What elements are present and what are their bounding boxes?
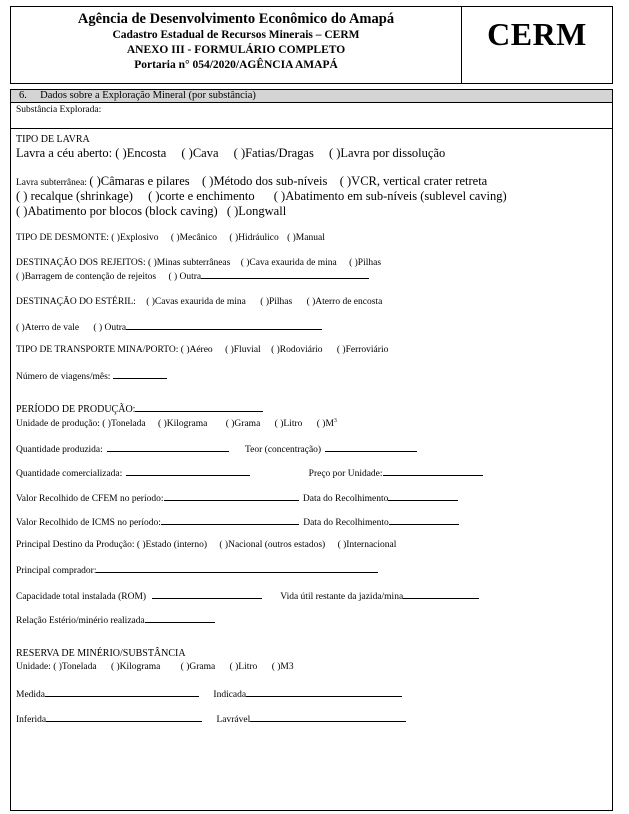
quantity-produced-label: Quantidade produzida: <box>16 445 103 455</box>
production-unit-row <box>16 415 611 430</box>
indicated-label: Indicada <box>213 690 247 700</box>
unit-grama-option[interactable]: ( )Grama <box>225 419 261 430</box>
waste-pilhas-option[interactable]: ( )Pilhas <box>260 297 293 307</box>
waste-outra-option[interactable]: ( ) Outra <box>93 323 127 333</box>
mine-life-line[interactable] <box>403 589 479 599</box>
reserve-m3-option[interactable]: ( )M3 <box>271 662 294 672</box>
reserve-heading: RESERVA DE MINÉRIO/SUBSTÂNCIA <box>16 648 186 659</box>
tailings-minas-option[interactable]: DESTINAÇÃO DOS REJEITOS: ( )Minas subterrâneas <box>16 258 231 268</box>
quantity-sold-label: Quantidade comercializada: <box>16 469 123 479</box>
icms-row <box>16 515 611 529</box>
destination-estado-option[interactable]: Principal Destino da Produção: ( )Estado (interno) <box>16 540 208 550</box>
open-pit-row <box>16 147 611 159</box>
underground-row-2 <box>16 190 611 202</box>
mining-type-heading: TIPO DE LAVRA <box>16 134 90 145</box>
icms-label: Valor Recolhido de ICMS no período: <box>16 518 161 528</box>
icms-date-line[interactable] <box>389 515 459 525</box>
tailings-barragem-option[interactable]: ( )Barragem de contenção de rejeitos <box>16 272 157 282</box>
ratio-label: Relação Estério/minério realizada <box>16 616 145 626</box>
waste-encosta-option[interactable]: ( )Aterro de encosta <box>306 297 383 307</box>
unit-kilograma-option[interactable]: ( )Kilograma <box>158 419 208 430</box>
measured-label: Medida <box>16 690 46 700</box>
inferred-row <box>16 712 611 726</box>
cfem-line[interactable] <box>164 491 299 501</box>
blasting-row <box>16 232 611 244</box>
tailings-row-2 <box>16 269 611 283</box>
transport-rodoviario-option[interactable]: ( )Rodoviário <box>271 345 323 355</box>
waste-cavas-option[interactable]: ( )Cavas exaurida de mina <box>146 297 246 307</box>
blasting-mecanico-option[interactable]: ( )Mecânico <box>170 233 218 243</box>
cfem-date-line[interactable] <box>388 491 458 501</box>
section-number: 6. <box>19 90 27 101</box>
underground-corte-option[interactable]: ( )corte e enchimento <box>148 189 255 203</box>
substance-field[interactable] <box>16 104 611 116</box>
quantity-sold-row <box>16 466 611 480</box>
mine-life-label: Vida útil restante da jazida/mina <box>280 592 404 602</box>
grade-label: Teor (concentração) <box>245 445 322 455</box>
underground-row-1 <box>16 175 611 189</box>
tailings-row-1 <box>16 257 611 269</box>
blasting-hidraulico-option[interactable]: ( )Hidráulico <box>229 233 279 243</box>
buyer-label: Principal comprador: <box>16 566 97 576</box>
open-pit-cava-option[interactable]: ( )Cava <box>181 146 219 160</box>
tailings-outra-option[interactable]: ( ) Outra <box>168 272 202 282</box>
buyer-row <box>16 563 611 577</box>
substance-label: Substância Explorada: <box>16 105 102 115</box>
reserve-kilograma-option[interactable]: ( )Kilograma <box>110 662 161 672</box>
production-period-line[interactable] <box>135 402 263 412</box>
trips-label: Número de viagens/mês: <box>16 372 111 382</box>
transport-ferroviario-option[interactable]: ( )Ferroviário <box>336 345 389 355</box>
underground-label: Lavra subterrânea: <box>16 178 87 188</box>
mineable-label: Lavrável <box>216 715 251 725</box>
underground-camaras-option[interactable]: ( )Câmaras e pilares <box>89 174 190 188</box>
section-header <box>10 89 613 103</box>
underground-metodo-option[interactable]: ( )Método dos sub-níveis <box>202 174 328 188</box>
underground-row-3 <box>16 205 611 217</box>
waste-outra-line[interactable] <box>126 320 322 330</box>
unit-price-line[interactable] <box>383 466 483 476</box>
reserve-unit-row <box>16 661 611 673</box>
cerm-logo-box <box>461 6 613 84</box>
section-title: Dados sobre a Exploração Mineral (por substância) <box>40 90 256 101</box>
unit-price-label: Preço por Unidade: <box>308 469 383 479</box>
blasting-explosivo-option[interactable]: TIPO DE DESMONTE: ( )Explosivo <box>16 233 159 243</box>
inferred-line[interactable] <box>46 712 202 722</box>
transport-row <box>16 344 611 356</box>
agency-title: Agência de Desenvolvimento Econômico do Amapá <box>77 11 395 27</box>
icms-line[interactable] <box>161 515 299 525</box>
capacity-label: Capacidade total instalada (ROM) <box>16 592 147 602</box>
underground-longwall-option[interactable]: ( )Longwall <box>226 204 287 218</box>
tailings-outra-line[interactable] <box>201 269 369 279</box>
quantity-produced-line[interactable] <box>107 442 229 452</box>
measured-line[interactable] <box>45 687 199 697</box>
destination-row <box>16 539 611 551</box>
unit-litro-option[interactable]: ( )Litro <box>274 419 303 430</box>
production-period-row <box>16 402 611 416</box>
waste-vale-option[interactable]: ( )Aterro de vale <box>16 323 80 333</box>
blasting-manual-option[interactable]: ( )Manual <box>287 233 325 243</box>
icms-date-label: Data do Recolhimento <box>303 518 389 528</box>
cfem-row <box>16 491 611 505</box>
measured-row <box>16 687 611 701</box>
ratio-row <box>16 613 611 627</box>
unit-tonelada-option[interactable]: Unidade de produção: ( )Tonelada <box>16 419 146 430</box>
header-box <box>10 6 462 84</box>
destination-nacional-option[interactable]: ( )Nacional (outros estados) <box>219 540 326 550</box>
reserve-tonelada-option[interactable]: Unidade: ( )Tonelada <box>16 662 97 672</box>
quantity-sold-line[interactable] <box>126 466 250 476</box>
unit-m3-option[interactable] <box>317 419 337 429</box>
unit-m3-label: ( )M <box>316 419 334 430</box>
open-pit-dissolucao-option[interactable]: ( )Lavra por dissolução <box>328 146 446 160</box>
ordinance-title: Portaria n° 054/2020/AGÊNCIA AMAPÁ <box>134 59 338 71</box>
registry-title: Cadastro Estadual de Recursos Minerais – CERM <box>112 29 360 41</box>
quantity-produced-row <box>16 442 611 456</box>
unit-m3-exponent: 3 <box>333 418 337 424</box>
reserve-grama-option[interactable]: ( )Grama <box>180 662 216 672</box>
underground-recalque-option[interactable]: ( ) recalque (shrinkage) <box>16 189 133 203</box>
trips-line[interactable] <box>113 369 167 379</box>
cerm-logo-text: CERM <box>487 16 587 52</box>
capacity-line[interactable] <box>152 589 262 599</box>
waste-row-2 <box>16 320 611 334</box>
cfem-label: Valor Recolhido de CFEM no período: <box>16 494 164 504</box>
underground-vcr-option[interactable]: ( )VCR, vertical crater retreta <box>339 174 488 188</box>
open-pit-encosta-option[interactable]: Lavra a céu aberto: ( )Encosta <box>16 146 167 160</box>
divider <box>10 128 613 129</box>
capacity-row <box>16 589 611 603</box>
tailings-pilhas-option[interactable]: ( )Pilhas <box>349 258 382 268</box>
tailings-cava-option[interactable]: ( )Cava exaurida de mina <box>240 258 337 268</box>
transport-aereo-option[interactable]: TIPO DE TRANSPORTE MINA/PORTO: ( )Aéreo <box>16 345 213 355</box>
waste-label: DESTINAÇÃO DO ESTÉRIL: <box>16 297 136 307</box>
cfem-date-label: Data do Recolhimento <box>302 494 389 504</box>
transport-fluvial-option[interactable]: ( )Fluvial <box>225 345 261 355</box>
annex-title: ANEXO III - FORMULÁRIO COMPLETO <box>126 44 346 56</box>
grade-line[interactable] <box>325 442 417 452</box>
indicated-line[interactable] <box>246 687 402 697</box>
open-pit-fatias-option[interactable]: ( )Fatias/Dragas <box>233 146 314 160</box>
ratio-line[interactable] <box>145 613 215 623</box>
underground-sublevel-option[interactable]: ( )Abatimento em sub-níveis (sublevel caving) <box>273 189 507 203</box>
inferred-label: Inferida <box>16 715 47 725</box>
reserve-litro-option[interactable]: ( )Litro <box>229 662 258 672</box>
trips-row <box>16 369 611 383</box>
mineable-line[interactable] <box>250 712 406 722</box>
production-period-label: PERÍODO DE PRODUÇÃO: <box>16 404 136 415</box>
destination-internacional-option[interactable]: ( )Internacional <box>337 540 397 550</box>
underground-block-caving-option[interactable]: ( )Abatimento por blocos (block caving) <box>16 204 218 218</box>
buyer-line[interactable] <box>96 563 378 573</box>
waste-row-1 <box>16 296 611 308</box>
